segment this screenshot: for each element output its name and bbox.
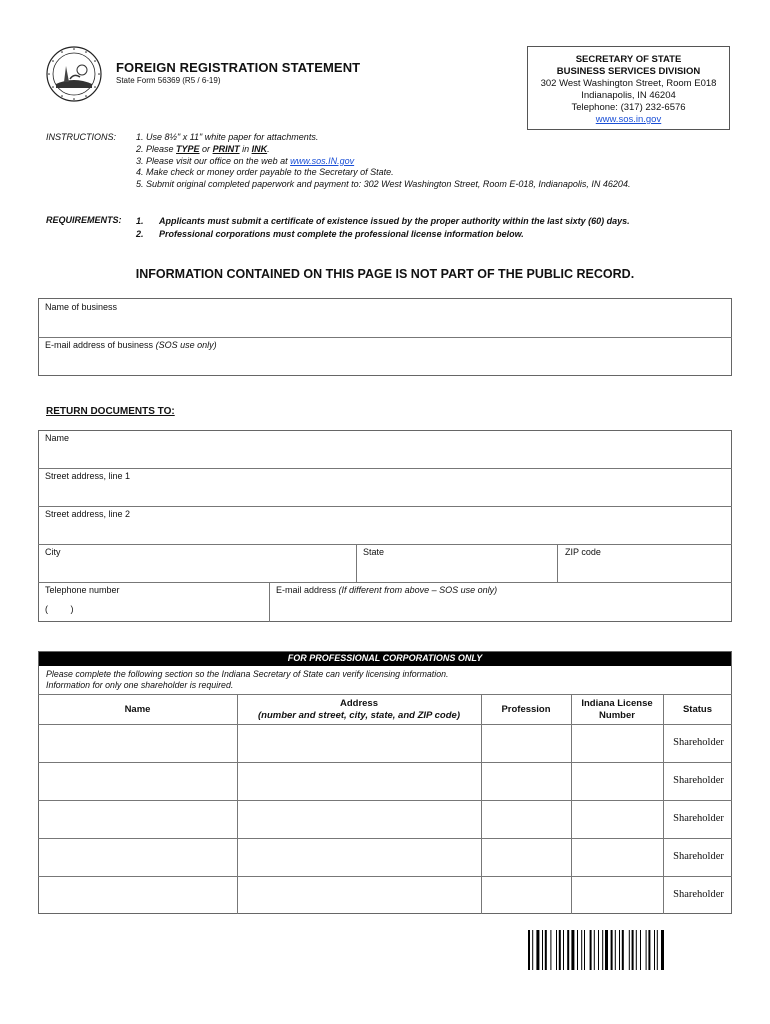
form-number: State Form 56369 (R5 / 6-19)	[116, 76, 221, 85]
agency-city: Indianapolis, IN 46204	[581, 90, 676, 101]
return-name-field[interactable]: Name	[45, 433, 70, 443]
division-name: BUSINESS SERVICES DIVISION	[556, 66, 701, 77]
street-address-1-field[interactable]: Street address, line 1	[45, 471, 131, 481]
telephone-field[interactable]: ( )	[45, 604, 74, 614]
status-cell: Shareholder	[673, 775, 724, 786]
business-name-field[interactable]: Name of business	[45, 302, 118, 312]
professional-corporations-banner: FOR PROFESSIONAL CORPORATIONS ONLY	[38, 651, 732, 666]
status-cell: Shareholder	[673, 737, 724, 748]
privacy-notice: INFORMATION CONTAINED ON THIS PAGE IS NOT PART OF THE PUBLIC RECORD.	[135, 267, 635, 281]
agency-telephone: Telephone: (317) 232-6576	[571, 102, 686, 113]
requirements-list	[136, 215, 630, 241]
requirement-1: 1. Applicants must submit a certificate of existence issued by the proper authority within the last sixty (60) days.	[136, 216, 630, 226]
professional-instructions: Please complete the following section so the Indiana Secretary of State can verify licensing information. Information for only one shareholder is required.	[46, 669, 449, 690]
instruction-5: 5. Submit original completed paperwork and payment to: 302 West Washington Street, Room E-018, Indianapolis, IN 46204.	[136, 179, 631, 190]
telephone-field-label: Telephone number	[45, 585, 120, 595]
zip-code-field[interactable]: ZIP code	[565, 547, 601, 557]
agency-street: 302 West Washington Street, Room E018	[540, 78, 717, 89]
status-cell: Shareholder	[673, 889, 724, 900]
instructions-label: INSTRUCTIONS:	[46, 132, 117, 142]
sos-website-link[interactable]: www.sos.IN.gov	[290, 155, 355, 166]
column-header-name: Name	[124, 704, 151, 715]
instructions-list	[136, 132, 630, 191]
agency-website-link[interactable]: www.sos.in.gov	[595, 114, 662, 125]
requirements-label: REQUIREMENTS:	[46, 215, 122, 225]
street-address-2-field[interactable]: Street address, line 2	[45, 509, 131, 519]
city-field[interactable]: City	[45, 547, 61, 557]
agency-contact-box	[527, 46, 730, 130]
column-header-profession: Profession	[501, 704, 551, 715]
status-cell: Shareholder	[673, 851, 724, 862]
status-cell: Shareholder	[673, 813, 724, 824]
column-header-address: Address (number and street, city, state, and ZIP code)	[257, 698, 460, 721]
instruction-3: 3. Please visit our office on the web at www.sos.IN.gov	[136, 155, 355, 166]
business-email-field[interactable]: E-mail address of business (SOS use only)	[45, 340, 217, 350]
agency-name: SECRETARY OF STATE	[575, 54, 682, 65]
barcode-icon	[528, 930, 710, 970]
instruction-2: 2. Please TYPE or PRINT in INK.	[136, 143, 270, 154]
return-email-field[interactable]: E-mail address (If different from above – SOS use only)	[276, 585, 498, 595]
column-header-license: Indiana License Number	[581, 698, 653, 721]
column-header-status: Status	[682, 704, 713, 715]
state-seal-icon	[46, 46, 102, 102]
form-title: FOREIGN REGISTRATION STATEMENT	[116, 60, 361, 75]
instruction-4: 4. Make check or money order payable to the Secretary of State.	[136, 167, 394, 178]
state-field[interactable]: State	[363, 547, 385, 557]
requirement-2: 2. Professional corporations must complete the professional license information below.	[136, 229, 524, 239]
instruction-1: 1. Use 8½" x 11" white paper for attachments.	[136, 132, 319, 142]
return-documents-heading: RETURN DOCUMENTS TO:	[46, 406, 175, 417]
